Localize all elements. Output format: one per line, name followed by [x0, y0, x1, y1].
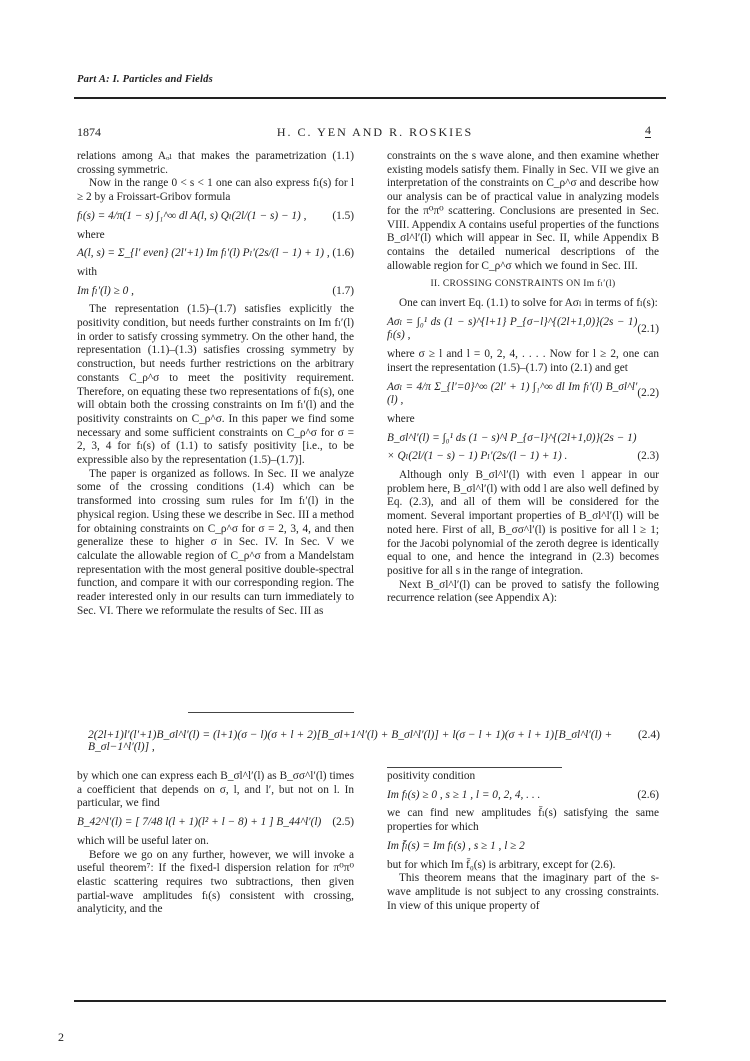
left-column	[77, 150, 354, 619]
paragraph: with	[77, 265, 98, 278]
paragraph: The paper is organized as follows. In Sec. II we analyze some of the crossing conditions (1.4) which can be transformed into crossing sum rules for Im fₗ′(l) in the physical region. Using these we describe in Sec. III a method for obtaining constraints on C_ρ^σ for σ = 2, 3, 4, and then generalize these to higher σ in Sec. IV. In Sec. V we calculate the allowable region of C_ρ^σ from a Mandelstam representation with the most general positive double-spectral function, and compare it with our corresponding region. The reader interested only in our results can turn immediately to Sec. VI. There we reformulate the results of Sec. III as	[77, 467, 354, 617]
equation	[387, 316, 659, 343]
paragraph: but for which Im f̄₀(s) is arbitrary, except for (2.6).	[387, 858, 616, 871]
equation	[387, 432, 659, 446]
paragraph: Although only B_σl^l′(l) with even l appear in our problem here, B_σl^l′(l) with odd l are also well defined by Eq. (2.3), and all of them will be considered for the moment. Several important properties of B_σl^l′(l) will be noted here. First of all, B_σσ^l′(l) is positive for all l ≥ 1; for the Jacobi polynomial of the zeroth degree is identically equal to one, and hence the integrand in (2.3) becomes positive for all s in the range of integration.	[387, 469, 659, 577]
equation	[387, 840, 659, 854]
paragraph: constraints on the s wave alone, and then examine whether existing models satisfy them. Finally in Sec. VII we give an interpretation of the constraints on C_ρ^σ and describe how our analysis can be of practical value in analyzing models for the π⁰π⁰ scattering. Conclusions are presented in Sec. VIII. Appendix A contains useful properties of the functions B_σl^l′(l) which will appear in Sec. II, while Appendix B contains the detailed numerical descriptions of the allowable region for C_ρ^σ which we found in Sec. III.	[387, 150, 659, 272]
equation-body: B_σl^l′(l) = ∫₀¹ ds (1 − s)^l P_{σ−l}^{(2l+1,0)}(2s − 1)	[387, 431, 637, 444]
left-column-end-rule	[188, 712, 354, 713]
lower-left-column	[77, 770, 354, 917]
equation-number: (1.5)	[332, 209, 354, 222]
running-head: Part A: I. Particles and Fields	[77, 74, 213, 85]
section-heading: II. CROSSING CONSTRAINTS ON Im fₗ′(l)	[430, 279, 616, 290]
equation-body: × Qₗ(2l/(1 − s) − 1) Pₗ′(2s/(l − 1) + 1) .	[387, 450, 568, 463]
equation-body: fₗ(s) = 4/π(1 − s) ∫₁^∞ dl A(l, s) Qₗ(2l/(1 − s) − 1) ,	[77, 209, 307, 222]
equation-body: Aσₗ = ∫₀¹ ds (1 − s)^{l+1} P_{σ−l}^{(2l+1,0)}(2s − 1) fₗ(s) ,	[387, 315, 638, 342]
equation	[77, 816, 354, 830]
equation-body: A(l, s) = Σ_{l′ even} (2l′+1) Im fₗ′(l) Pₗ′(2s/(l − 1) + 1) ,	[77, 247, 330, 260]
authors-header: H. C. YEN AND R. ROSKIES	[276, 125, 474, 139]
equation-number: (2.4)	[637, 729, 660, 741]
paragraph: we can find new amplitudes f̄ₗ(s) satisfying the same properties for which	[387, 807, 659, 834]
paragraph: where σ ≥ l and l = 0, 2, 4, . . . . Now for l ≥ 2, one can insert the representation (1.5)–(1.7) into (2.1) and get	[387, 348, 659, 374]
equation-body: Im fₗ′(l) ≥ 0 ,	[77, 284, 134, 297]
equation-number: (1.6)	[332, 247, 354, 260]
volume-number: 4	[645, 123, 651, 137]
equation-number: (2.1)	[637, 322, 659, 335]
header-rule	[74, 97, 666, 99]
equation-number: (2.5)	[332, 816, 354, 829]
equation	[387, 789, 659, 803]
paragraph: Before we go on any further, however, we will invoke a useful theorem⁷: If the fixed-l dispersion relation for π⁰π⁰ elastic scattering requires two subtractions, then given partial-wave amplitudes fₗ(s) consistent with crossing, analyticity, and the	[77, 848, 354, 916]
equation-number: (2.2)	[637, 387, 659, 400]
lower-right-column	[387, 770, 659, 913]
right-column	[387, 150, 659, 606]
paragraph: by which one can express each B_σl^l′(l) as B_σσ^l′(l) times a coefficient that depends on σ, l, and l′, but not on l. In particular, we find	[77, 770, 354, 810]
equation-number: (2.3)	[637, 450, 659, 463]
right-column-start-rule	[387, 767, 562, 768]
paragraph: This theorem means that the imaginary part of the s-wave amplitude is not subject to any crossing constraints. In view of this unique property of	[387, 872, 659, 912]
equation	[387, 450, 659, 464]
wide-equation-2-4	[88, 729, 660, 753]
equation	[387, 381, 659, 408]
paragraph: where	[77, 228, 105, 241]
equation-body: Im f̄ₗ(s) = Im fₗ(s) , s ≥ 1 , l ≥ 2	[387, 839, 525, 852]
equation-body: B_42^l′(l) = [ 7/48 l(l + 1)(l² + l − 8) + 1 ] B_44^l′(l)	[77, 816, 322, 829]
paragraph: which will be useful later on.	[77, 834, 209, 847]
paragraph: where	[387, 412, 415, 425]
equation-body: 2(2l+1)l′(l′+1)B_σl^l′(l) = (l+1)(σ − l)(σ + l + 2)[B_σl+1^l′(l) + B_σl^l′(l)] + l(σ − l + 1)(σ + l + 1)[B_σl^l′(l) + B_σl−1^l′(l)] ,	[88, 729, 613, 753]
equation-body: Aσₗ = 4/π Σ_{l′=0}^∞ (2l′ + 1) ∫₁^∞ dl Im fₗ′(l) B_σl^l′(l) ,	[387, 380, 638, 407]
footer-rule	[74, 1000, 666, 1002]
paragraph: positivity condition	[387, 770, 476, 782]
equation-body: Im fₗ(s) ≥ 0 , s ≥ 1 , l = 0, 2, 4, . . .	[387, 788, 541, 801]
page-number: 1874	[77, 125, 101, 139]
footer-page-number: 2	[58, 1030, 64, 1044]
equation-number: (1.7)	[332, 284, 354, 297]
paragraph: Now in the range 0 < s < 1 one can also express fₗ(s) for l ≥ 2 by a Froissart-Gribov formula	[77, 177, 354, 204]
paragraph: Next B_σl^l′(l) can be proved to satisfy the following recurrence relation (see Appendix A):	[387, 578, 659, 605]
equation-number: (2.6)	[637, 788, 659, 801]
equation	[77, 285, 354, 299]
paragraph: relations among Aₒₗ that makes the parametrization (1.1) crossing symmetric.	[77, 150, 354, 176]
paragraph: One can invert Eq. (1.1) to solve for Aσₗ in terms of fₗ(s):	[399, 297, 658, 310]
equation	[77, 247, 354, 261]
paragraph: The representation (1.5)–(1.7) satisfies explicitly the positivity condition, but needs further constraints on Im fₗ′(l) in order to satisfy crossing symmetry. On the other hand, the representation (1.1)–(1.3) satisfies crossing symmetry by construction, but needs further restrictions on the arbitrary constants C_ρ^σ to meet the positivity requirement. Therefore, on equating these two representations of fₗ(s), one will obtain both the crossing constraints on Im fₗ′(l) and the positivity constraints on C_ρ^σ. In this paper we find some necessary and some sufficient constraints on C_ρ^σ for σ = 2, 3, 4 for fₗ(s) of (1.1) to satisfy positivity [i.e., to be expressible also by the representation (1.5)–(1.7)].	[77, 303, 354, 467]
equation	[77, 210, 354, 224]
